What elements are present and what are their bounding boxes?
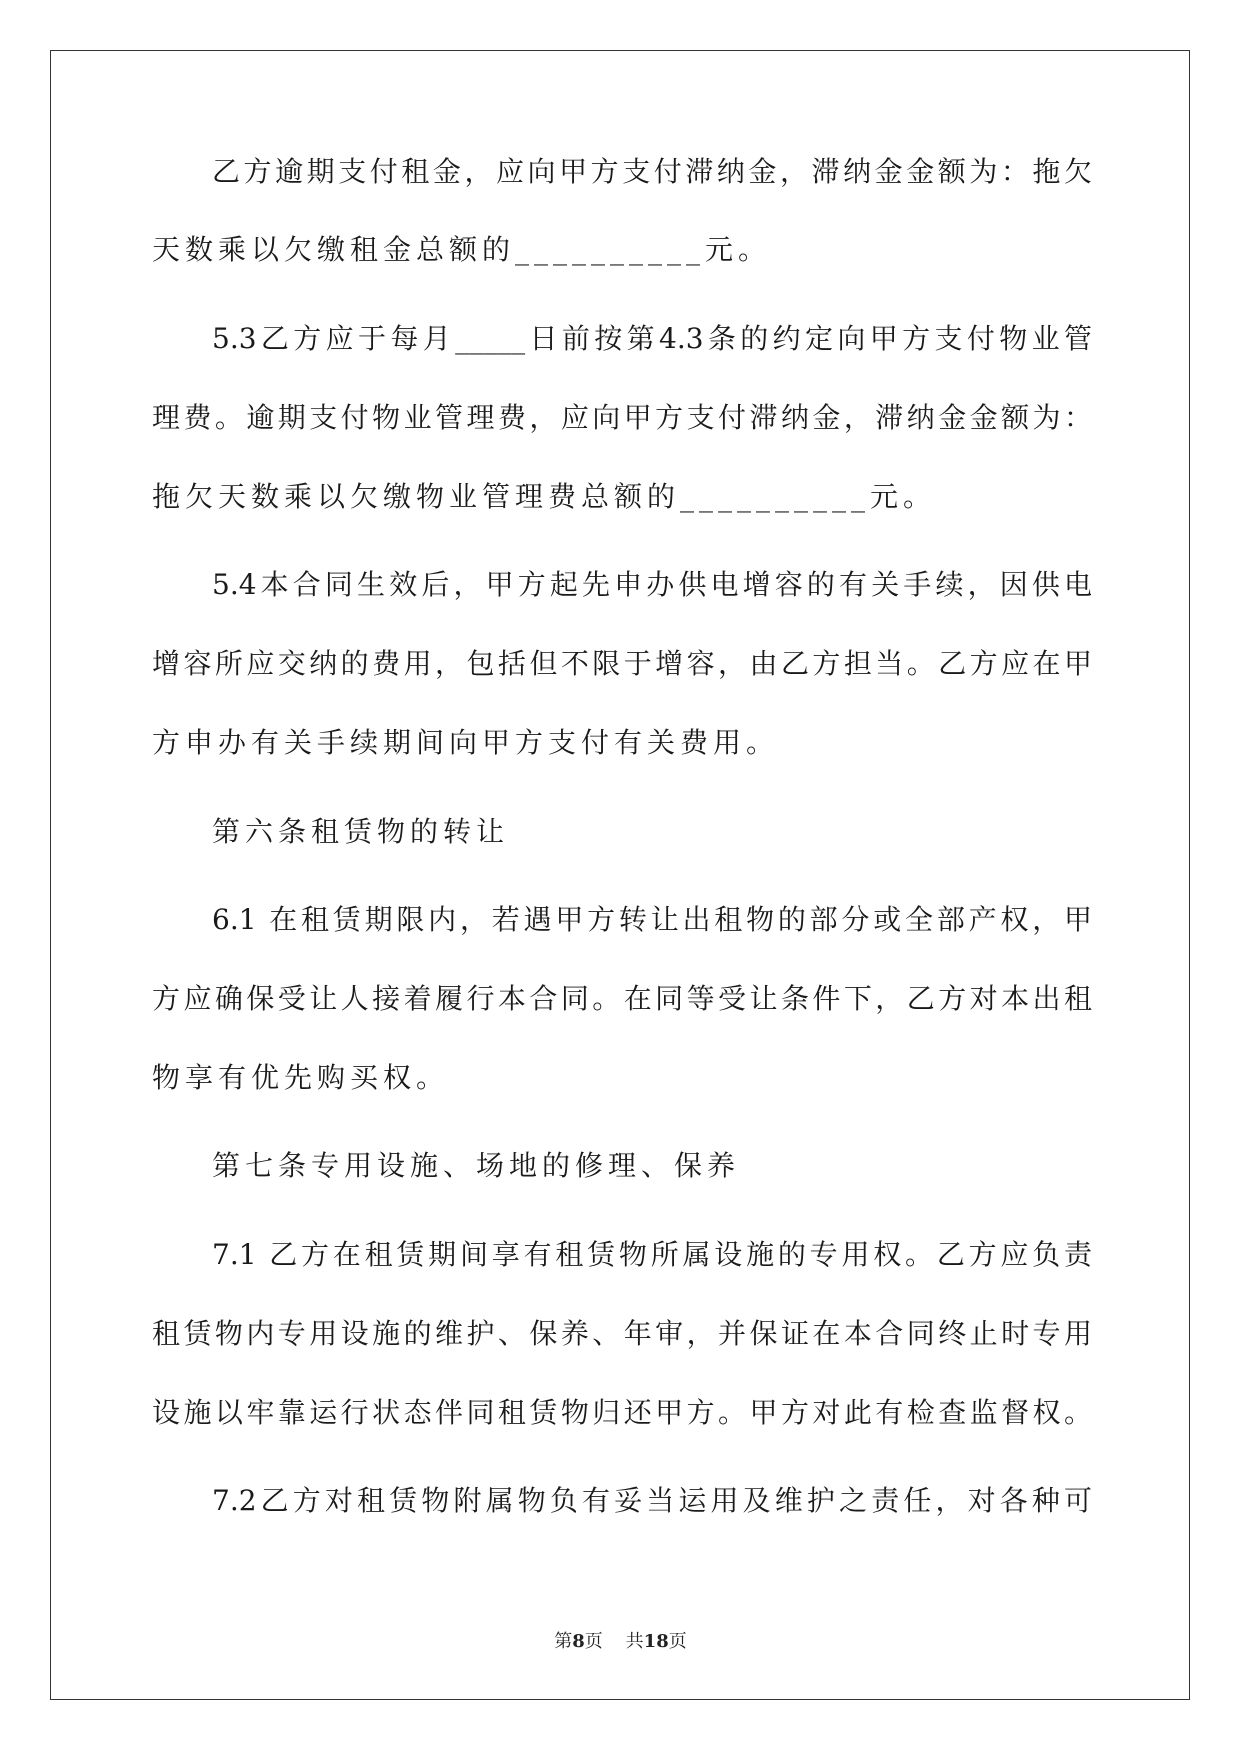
- total-prefix: 共: [625, 1631, 644, 1652]
- text-line: 7.1 乙方在租赁期间享有租赁物所属设施的专用权。乙方应负责: [212, 1238, 1092, 1271]
- text-line: 7.2乙方对租赁物附属物负有妥当运用及维护之责任，对各种可: [212, 1484, 1092, 1517]
- total-suffix: 页: [668, 1631, 687, 1652]
- page-footer: [0, 1630, 1241, 1654]
- page-suffix: 页: [584, 1631, 603, 1652]
- page-number: 8: [572, 1631, 585, 1652]
- text-line: 6.1 在租赁期限内，若遇甲方转让出租物的部分或全部产权，甲: [212, 903, 1092, 936]
- text-line: 5.3乙方应于每月_____日前按第4.3条的约定向甲方支付物业管: [212, 322, 1092, 355]
- text-line: 5.4本合同生效后，甲方起先申办供电增容的有关手续，因供电: [212, 568, 1092, 601]
- text-line: 乙方逾期支付租金，应向甲方支付滞纳金，滞纳金金额为：拖欠: [212, 155, 1092, 188]
- text-line: 方应确保受让人接着履行本合同。在同等受让条件下，乙方对本出租: [152, 982, 1092, 1015]
- text-line: 天数乘以欠缴租金总额的__________元。: [152, 233, 772, 266]
- total-pages: 18: [643, 1631, 669, 1652]
- text-line: 设施以牢靠运行状态伴同租赁物归还甲方。甲方对此有检查监督权。: [152, 1396, 1092, 1429]
- text-line: 增容所应交纳的费用，包括但不限于增容，由乙方担当。乙方应在甲: [152, 647, 1092, 680]
- text-line: 租赁物内专用设施的维护、保养、年审，并保证在本合同终止时专用: [152, 1317, 1092, 1350]
- page-prefix: 第: [554, 1631, 573, 1652]
- text-line: 理费。逾期支付物业管理费，应向甲方支付滞纳金，滞纳金金额为：: [152, 401, 1092, 434]
- page-border: [50, 50, 1190, 1700]
- text-line: 物享有优先购买权。: [152, 1061, 450, 1094]
- text-line: 拖欠天数乘以欠缴物业管理费总额的__________元。: [152, 480, 937, 513]
- text-line: 第六条租赁物的转让: [212, 815, 510, 848]
- text-line: 第七条专用设施、场地的修理、保养: [212, 1149, 741, 1182]
- text-line: 方申办有关手续期间向甲方支付有关费用。: [152, 726, 780, 759]
